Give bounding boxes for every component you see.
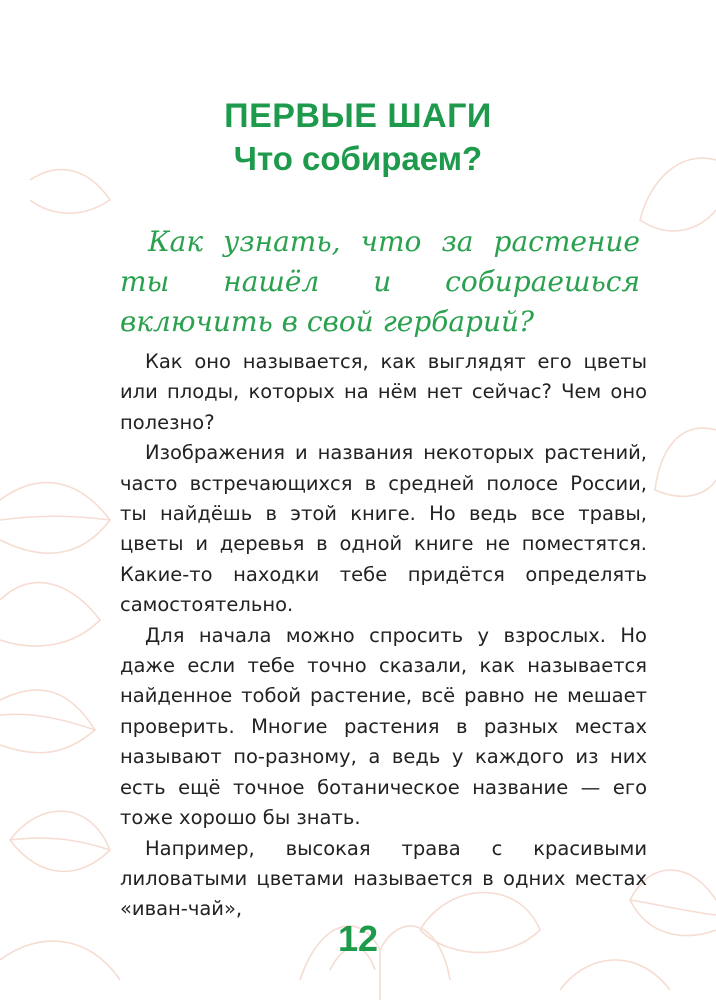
paragraph-3: Для начала можно спросить у взрослых. Но даже если тебе точно сказали, как называется найденное тобой растение, всё равно не мешает проверить. Многие растения в разных местах называют по-разному, а ведь у каждого из них есть ещё точное ботаническое название — его тоже хорошо бы знать.	[120, 623, 647, 830]
body-text	[120, 347, 647, 925]
paragraph-1: Как оно называется, как выглядят его цветы или плоды, которых на нём нет сейчас? Чем оно полезно?	[120, 350, 647, 434]
page-number: 12	[337, 918, 379, 959]
section-question: Как узнать, что за растение ты нашёл и собираешься включить в свой гербарий?	[120, 225, 640, 338]
chapter-subtitle: Что собираем?	[233, 140, 483, 177]
paragraph-4: Например, высокая трава с красивыми лиловатыми цветами называется в одних местах «иван-чай»,	[120, 836, 647, 921]
paragraph-2: Изображения и названия некоторых растений, часто встречающихся в средней полосе России, ты найдёшь в этой книге. Но ведь все травы, цветы и деревья в одной книге не поместятся. Какие-то находки тебе придётся определять самостоятельно.	[120, 441, 647, 617]
chapter-title: ПЕРВЫЕ ШАГИ	[224, 97, 492, 135]
